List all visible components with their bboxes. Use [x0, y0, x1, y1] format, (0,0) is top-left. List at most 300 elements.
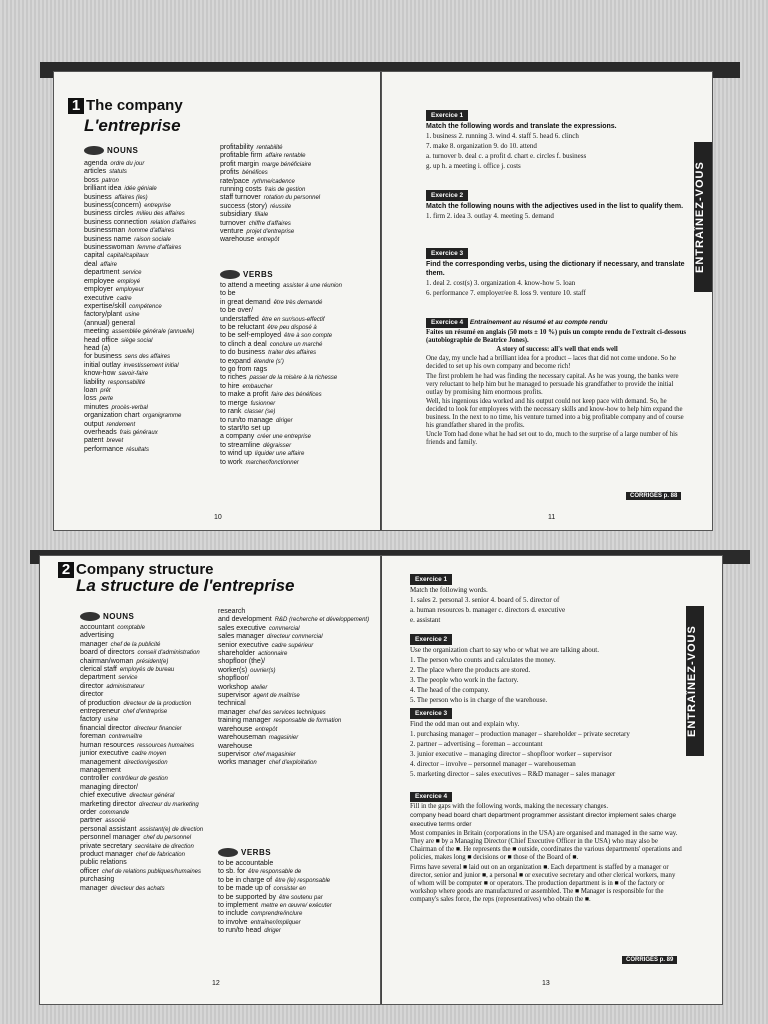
section-title: 1 The company	[68, 98, 183, 114]
french-translation: chef de fabrication	[135, 851, 185, 858]
vocab-entry	[80, 868, 220, 876]
french-translation: magasinier	[268, 735, 299, 742]
vocab-entry	[218, 625, 373, 633]
vocab-entry	[80, 809, 220, 817]
french-translation: comprendre/inclure	[250, 911, 303, 918]
english-term: to include	[218, 910, 248, 918]
french-translation: directeur de la production	[123, 700, 192, 707]
section-number: 1	[68, 98, 84, 114]
exercise-4: Exercice 4 Entraînement au résumé et au compte rendu Faites un résumé en anglais (50 mots ± 10 %) puis un compte rendu de l'extrait ci-dessous (autobiographie de Beatrice Jones). A story of success: all's well that ends well One day, my uncle had a brilliant idea for a product – laces that did not come undone. So he decided to set up his own company and become rich! The first problem he had was finding the necessary capital. As he was young, the banks were very reluctant to help him but he managed to persuade his grandfather to provide the initial outlay by promising him enormous profits. Well, his ingenious idea worked and his output could not keep pace with demand. So, he decided to look for employees with the necessary skills and know-how to help him expand the business. In the next to no time, his venture turned into a big profitable company and of course his grandfather shared in the profits. Uncle Tom had done what he had set out to do, much to the surprise of a large number of his friends and family.	[426, 319, 687, 447]
vocab-entry	[80, 641, 220, 649]
french-translation: affaire rentable	[265, 153, 306, 160]
french-translation: entrepôt	[255, 726, 278, 733]
vocab-entry	[220, 425, 375, 433]
english-term: research	[218, 608, 246, 615]
vocab-entry	[84, 210, 224, 218]
vocab-entry	[80, 851, 220, 859]
english-term: chief executive	[80, 792, 127, 800]
vocab-entry	[80, 624, 220, 632]
french-translation: mettre en œuvre/ exécuter	[261, 903, 332, 910]
exercise-item: 1. purchasing manager – production manager – shareholder – private secretary	[410, 730, 630, 738]
english-term: factory	[80, 716, 102, 724]
english-term: entrepreneur	[80, 708, 121, 716]
french-translation: entreprise	[144, 203, 171, 210]
vocab-entry	[84, 202, 224, 210]
english-term: supervisor	[218, 750, 251, 758]
vocab-entry	[84, 194, 224, 202]
vocab-entry	[84, 185, 224, 193]
vocab-entry	[84, 362, 224, 370]
vocab-entry	[220, 408, 375, 416]
vocab-entry	[220, 349, 375, 357]
english-term: works manager	[218, 759, 266, 767]
vocab-entry	[220, 433, 375, 441]
french-translation: service	[122, 270, 142, 277]
french-translation: être peu disposé à	[267, 325, 317, 332]
english-term: to rank	[220, 408, 242, 416]
english-term: minutes	[84, 403, 109, 411]
exercise-item: 4. The head of the company.	[410, 686, 490, 694]
english-term: to riches	[220, 374, 247, 382]
english-term: sales manager	[218, 633, 264, 641]
vocab-entry	[84, 421, 224, 429]
vocab-entry	[218, 633, 373, 641]
french-translation: usine	[104, 717, 119, 724]
french-translation: conseil d'administration	[137, 650, 200, 657]
french-translation: cadre	[116, 295, 132, 302]
french-translation: investissement initial	[123, 362, 179, 369]
english-term: manager	[80, 884, 108, 892]
book-spine	[380, 72, 381, 530]
page-number: 11	[548, 514, 556, 521]
vocab-entry	[84, 345, 224, 353]
english-term: to implement	[218, 902, 259, 910]
vocab-entry	[218, 759, 373, 767]
english-term: profitable firm	[220, 152, 263, 160]
vocab-entry	[84, 446, 224, 454]
english-term: sales executive	[218, 624, 266, 632]
english-term: manager	[80, 640, 108, 648]
english-term: a company	[220, 433, 255, 441]
french-translation: fusionner	[250, 400, 276, 407]
french-translation: atelier	[250, 684, 268, 691]
vocab-entry	[220, 203, 370, 211]
practice-tab: ENTRAÎNEZ-VOUS	[686, 606, 704, 756]
vocab-entry	[80, 775, 220, 783]
exercise-item: 5. marketing director – sales executives – R&D manager – sales manager	[410, 770, 616, 778]
vocab-entry	[80, 859, 220, 867]
english-term: to involve	[218, 918, 248, 926]
french-translation: réussite	[270, 203, 292, 210]
vocab-entry	[80, 683, 220, 691]
vocab-entry	[84, 227, 224, 235]
english-term: supervisor	[218, 692, 251, 700]
french-translation: rythme/cadence	[252, 178, 295, 185]
french-translation: étendre (s')	[253, 358, 284, 365]
english-term: marketing director	[80, 800, 137, 808]
english-term: partner	[80, 817, 103, 825]
french-translation: marge bénéficiaire	[261, 161, 312, 168]
exercise-item: 5. The person who is in charge of the warehouse.	[410, 696, 548, 704]
english-term: capital	[84, 252, 105, 260]
english-term: foreman	[80, 733, 106, 741]
blob-icon	[80, 612, 100, 621]
vocab-entry	[218, 868, 373, 876]
french-translation: commercial	[268, 625, 300, 632]
english-term: to be supported by	[218, 893, 276, 901]
french-translation: marcher/fonctionner	[245, 459, 299, 466]
french-translation: idée géniale	[124, 186, 157, 193]
vocab-entry	[218, 885, 373, 893]
french-translation	[103, 691, 106, 699]
french-translation: assistant(e) de direction	[139, 826, 204, 833]
french-translation: chef des services techniques	[248, 709, 326, 716]
exercise-1: Exercice 1 Match the following words and translate the expressions. 1. business 2. running 3. wind 4. staff 5. head 6. clinch 7. make 8. organization 9. do 10. attend a. turnover b. deal c. a profit d. chart e. circles f. business g. up h. a meeting i. office j. costs	[426, 112, 617, 170]
exercise-3: Exercice 3 Find the odd man out and explain why. 1. purchasing manager – production manager – shareholder – private secretary 2. partner – advertising – foreman – accountant 3. junior executive – managing director – shopfloor worker – supervisor 4. director – involve – personnel manager – warehouseman 5. marketing director – sales executives – R&D manager – sales manager	[410, 708, 682, 780]
vocab-entry	[80, 801, 220, 809]
english-term: understaffed	[220, 315, 259, 323]
vocab-entry	[220, 450, 375, 458]
french-translation: commande	[99, 809, 130, 816]
french-translation: agent de maîtrise	[253, 693, 300, 700]
vocab-entry	[218, 608, 373, 616]
vocab-entry	[220, 186, 370, 194]
english-term: loss	[84, 395, 97, 403]
french-translation: bénéfices	[242, 170, 268, 177]
vocab-entry	[220, 374, 375, 382]
french-translation: créer une entreprise	[257, 434, 311, 441]
english-term: factory/plant	[84, 311, 123, 319]
vocab-entry	[80, 843, 220, 851]
french-translation: usine	[125, 312, 140, 319]
french-translation: contremaître	[108, 734, 143, 741]
english-term: businessman	[84, 227, 126, 235]
book-spine	[381, 556, 382, 1004]
french-translation	[114, 632, 117, 640]
english-term: to wind up	[220, 450, 252, 458]
vocab-entry	[218, 734, 373, 742]
exercise-item: 1. The person who counts and calculates the money.	[410, 656, 556, 664]
english-term: articles	[84, 168, 107, 176]
vocab-entry	[218, 877, 373, 885]
vocab-entry	[220, 316, 375, 324]
french-translation: affaire	[100, 261, 117, 268]
vocab-entry	[218, 692, 373, 700]
french-translation	[138, 784, 141, 792]
vocab-entry	[218, 642, 373, 650]
vocab-list-2	[220, 144, 370, 245]
english-term: patent	[84, 437, 104, 445]
vocab-entry	[80, 750, 220, 758]
vocab-entry	[84, 412, 224, 420]
english-term: venture	[220, 228, 244, 236]
french-translation: administrateur	[106, 683, 145, 690]
exercise-3: Exercice 3 Find the corresponding verbs, using the dictionary if necessary, and translate them. 1. deal 2. cost(s) 3. organization 4. know-how 5. loan 6. performance 7. employer/ee 8. loss 9. venture 10. staff	[426, 250, 685, 297]
vocab-list-2	[218, 608, 373, 768]
vocab-entry	[84, 160, 224, 168]
vocab-entry	[220, 211, 370, 219]
vocab-entry	[218, 860, 373, 868]
english-term: subsidiary	[220, 211, 252, 219]
english-term: turnover	[220, 219, 246, 227]
exercise-4: Exercice 4 Fill in the gaps with the following words, making the necessary changes. company head board chart department programmer assistant director implement sales charge executive terms order Most companies in Britain (corporations in the USA) are organised and managed in the same way. They are ■ by a Managing Director (Chief Executive Officer in the USA) who may also be Chairman of the ■. He represents the ■ outside, coordinates the various departments' operations and policies, makes long ■ decisions or ■ those of the Board of ■. Firms have several ■ laid out on an organization ■. Each department is staffed by a manager or director, senior and junior ■, a personal ■ or executive secretary and other clerical workers, many of whom will be computer ■ or operators. The production department is in ■ of the factory or workshop where goods are manufactured or assembled. The ■ Manager is responsible for the company's sales force, the reps (representatives) who obtain the ■.	[410, 793, 682, 904]
english-term: to expand	[220, 357, 251, 365]
english-term: to hire	[220, 382, 240, 390]
french-translation: statuts	[109, 169, 127, 176]
french-translation: responsabilité	[108, 379, 146, 386]
vocab-entry	[80, 691, 220, 699]
vocab-entry	[218, 675, 373, 683]
french-translation: dégraisser	[263, 442, 292, 449]
vocab-entry	[218, 717, 373, 725]
exercise-1: Exercice 1 Match the following words. 1. sales 2. personal 3. senior 4. board of 5. director of a. human resources b. manager c. directors d. executive e. assistant	[410, 576, 566, 624]
french-translation: chiffre d'affaires	[248, 220, 291, 227]
exercise-item: 3. junior executive – managing director – shopfloor worker – supervisor	[410, 750, 612, 758]
french-translation: diriger	[264, 928, 281, 935]
verbs-header: VERBS	[220, 270, 273, 279]
english-term: order	[80, 808, 97, 816]
vocab-entry	[220, 236, 370, 244]
english-term: business circles	[84, 210, 134, 218]
french-translation: faire des bénéfices	[271, 392, 322, 399]
vocab-entry	[84, 404, 224, 412]
english-term: advertising	[80, 632, 114, 640]
english-term: human resources	[80, 741, 135, 749]
vocab-entry	[84, 286, 224, 294]
french-translation: embaucher	[242, 383, 273, 390]
vocab-entry	[80, 885, 220, 893]
french-translation	[236, 290, 239, 298]
french-translation: chef de la publicité	[110, 641, 161, 648]
vocab-entry	[80, 784, 220, 792]
vocab-entry	[80, 649, 220, 657]
french-translation: entrepôt	[257, 237, 280, 244]
french-translation: conclure un marché	[269, 341, 323, 348]
french-translation: diriger	[275, 417, 293, 424]
english-term: to be over/	[220, 307, 254, 315]
french-translation	[246, 700, 249, 708]
french-translation	[121, 767, 124, 775]
english-term: business connection	[84, 218, 148, 226]
vocab-entry	[80, 666, 220, 674]
english-term: private secretary	[80, 842, 132, 850]
page-number: 10	[214, 514, 222, 521]
english-term: financial director	[80, 724, 131, 732]
french-translation	[253, 307, 256, 315]
vocab-entry	[80, 767, 220, 775]
english-term: meeting	[84, 328, 109, 336]
vocab-entry	[220, 161, 370, 169]
vocab-entry	[84, 244, 224, 252]
vocab-entry	[80, 700, 220, 708]
french-translation: être responsable de	[248, 869, 302, 876]
french-translation: femme d'affaires	[137, 245, 182, 252]
english-term: businesswoman	[84, 244, 135, 252]
english-term: employer	[84, 286, 113, 294]
english-term: shopfloor/	[218, 675, 249, 683]
vocab-entry	[218, 910, 373, 918]
english-term: to attend a meeting	[220, 282, 280, 289]
answers-reference: CORRIGÉS p. 88	[626, 492, 681, 500]
english-term: rate/pace	[220, 177, 250, 185]
french-translation: rendement	[106, 421, 136, 428]
french-translation: patron	[101, 177, 119, 184]
english-term: to run/to manage	[220, 416, 273, 424]
french-translation	[114, 876, 117, 884]
english-term: to make a profit	[220, 391, 269, 399]
vocab-entry	[84, 269, 224, 277]
english-term: department	[80, 674, 116, 682]
french-translation: chef magasinier	[253, 751, 296, 758]
english-term: brilliant idea	[84, 185, 122, 193]
english-term: to be reluctant	[220, 324, 265, 332]
french-translation: siège social	[121, 337, 153, 344]
english-term: workshop	[218, 683, 248, 691]
vocab-entry	[80, 733, 220, 741]
vocab-entry	[220, 220, 370, 228]
english-term: employee	[84, 277, 115, 285]
page-number: 13	[542, 980, 550, 987]
english-term: in great demand	[220, 298, 271, 306]
english-term: accountant	[80, 624, 115, 631]
french-translation: responsable de formation	[273, 718, 342, 725]
english-term: overheads	[84, 429, 117, 436]
french-translation: actionnaire	[257, 651, 288, 658]
english-term: department	[84, 269, 120, 277]
french-translation: projet d'entreprise	[246, 229, 295, 236]
vocab-entry	[80, 759, 220, 767]
vocab-entry	[84, 278, 224, 286]
vocab-entry	[220, 332, 375, 340]
vocab-entry	[220, 358, 375, 366]
vocab-entry	[218, 658, 373, 666]
english-term: head office	[84, 336, 119, 344]
french-translation: chef d'exploitation	[268, 760, 317, 767]
english-term: to be accountable	[218, 860, 274, 867]
vocab-entry	[220, 169, 370, 177]
vocab-entry	[84, 236, 224, 244]
nouns-header: NOUNS	[84, 146, 138, 155]
vocab-entry	[80, 632, 220, 640]
french-translation: secrétaire de direction	[134, 843, 194, 850]
english-term: junior executive	[80, 750, 129, 758]
french-translation: chef d'entreprise	[123, 709, 168, 716]
vocab-entry	[84, 311, 224, 319]
exercise-2: Exercice 2 Match the following nouns with the adjectives used in the list to qualify them. 1. firm 2. idea 3. outlay 4. meeting 5. demand	[426, 192, 684, 220]
french-translation: organigramme	[142, 413, 182, 420]
english-term: to work	[220, 458, 243, 466]
french-translation: ressources humaines	[137, 742, 195, 749]
english-term: output	[84, 420, 104, 428]
page-13	[382, 556, 722, 1004]
french-translation: employeur	[115, 287, 144, 294]
english-term: training manager	[218, 717, 271, 725]
english-term: to be made up of	[218, 885, 271, 893]
vocab-entry	[84, 429, 224, 437]
vocab-entry	[220, 178, 370, 186]
vocab-entry	[84, 295, 224, 303]
english-term: liability	[84, 378, 106, 386]
french-translation: directeur général	[129, 793, 175, 800]
english-term: personal assistant	[80, 825, 137, 833]
french-translation: rotation du personnel	[263, 195, 321, 202]
vocab-entry	[218, 902, 373, 910]
english-term: public relations	[80, 859, 127, 867]
english-term: business	[84, 193, 112, 201]
vocab-entry	[80, 792, 220, 800]
vocab-entry	[220, 228, 370, 236]
english-term: manager	[218, 708, 246, 716]
french-translation: entraîner/impliquer	[250, 919, 301, 926]
french-translation: R&D (recherche et développement)	[274, 617, 370, 624]
french-translation: relation d'affaires	[150, 219, 196, 226]
english-term: and development	[218, 616, 272, 624]
english-term: head (a)	[84, 344, 111, 352]
french-translation: homme d'affaires	[128, 228, 175, 235]
french-translation: être soutenu par	[279, 894, 323, 901]
vocab-entry	[84, 387, 224, 395]
vocab-entry	[220, 290, 375, 298]
vocab-entry	[84, 303, 224, 311]
english-term: shareholder	[218, 650, 255, 658]
french-translation	[135, 320, 138, 328]
answers-reference: CORRIGÉS p. 89	[622, 956, 677, 964]
vocab-entry	[80, 716, 220, 724]
french-translation: rentabilité	[256, 145, 283, 151]
vocab-entry	[80, 725, 220, 733]
english-term: success (story)	[220, 202, 268, 210]
vocab-entry	[84, 261, 224, 269]
english-term: clerical staff	[80, 666, 117, 674]
page-11	[382, 72, 712, 530]
english-term: managing director/	[80, 783, 138, 791]
english-term: to be self-employed	[220, 332, 282, 340]
vocab-entry	[220, 282, 375, 290]
french-translation: chef de relations publiques/humaines	[101, 868, 202, 875]
page-12	[40, 556, 380, 1004]
vocab-entry	[80, 674, 220, 682]
english-term: to do business	[220, 349, 266, 357]
vocab-entry	[220, 324, 375, 332]
english-term: profitability	[220, 144, 254, 151]
french-translation: ordre du jour	[110, 161, 145, 167]
french-translation: résultats	[126, 446, 149, 453]
vocab-entry	[220, 442, 375, 450]
french-translation: classer (se)	[244, 409, 276, 416]
vocab-entry	[84, 320, 224, 328]
french-translation: affaires (les)	[114, 194, 148, 201]
section-number: 2	[58, 562, 74, 578]
english-term: purchasing	[80, 876, 115, 884]
vocab-entry	[218, 743, 373, 751]
english-term: to merge	[220, 399, 248, 407]
french-translation: service	[118, 675, 138, 682]
french-translation: employé	[117, 278, 141, 285]
english-term: to sb. for	[218, 868, 246, 876]
french-translation: capital/capitaux	[107, 253, 149, 260]
section-subtitle: La structure de l'entreprise	[76, 576, 295, 595]
english-term: of production	[80, 699, 121, 707]
vocab-entry	[84, 328, 224, 336]
vocab-entry	[218, 667, 373, 675]
french-translation: savoir-faire	[118, 371, 149, 378]
blob-icon	[218, 848, 238, 857]
french-translation: directeur financier	[133, 725, 182, 732]
vocab-entry	[220, 194, 370, 202]
blob-icon	[220, 270, 240, 279]
french-translation: traiter des affaires	[268, 350, 317, 357]
french-translation: prêt	[100, 387, 111, 394]
